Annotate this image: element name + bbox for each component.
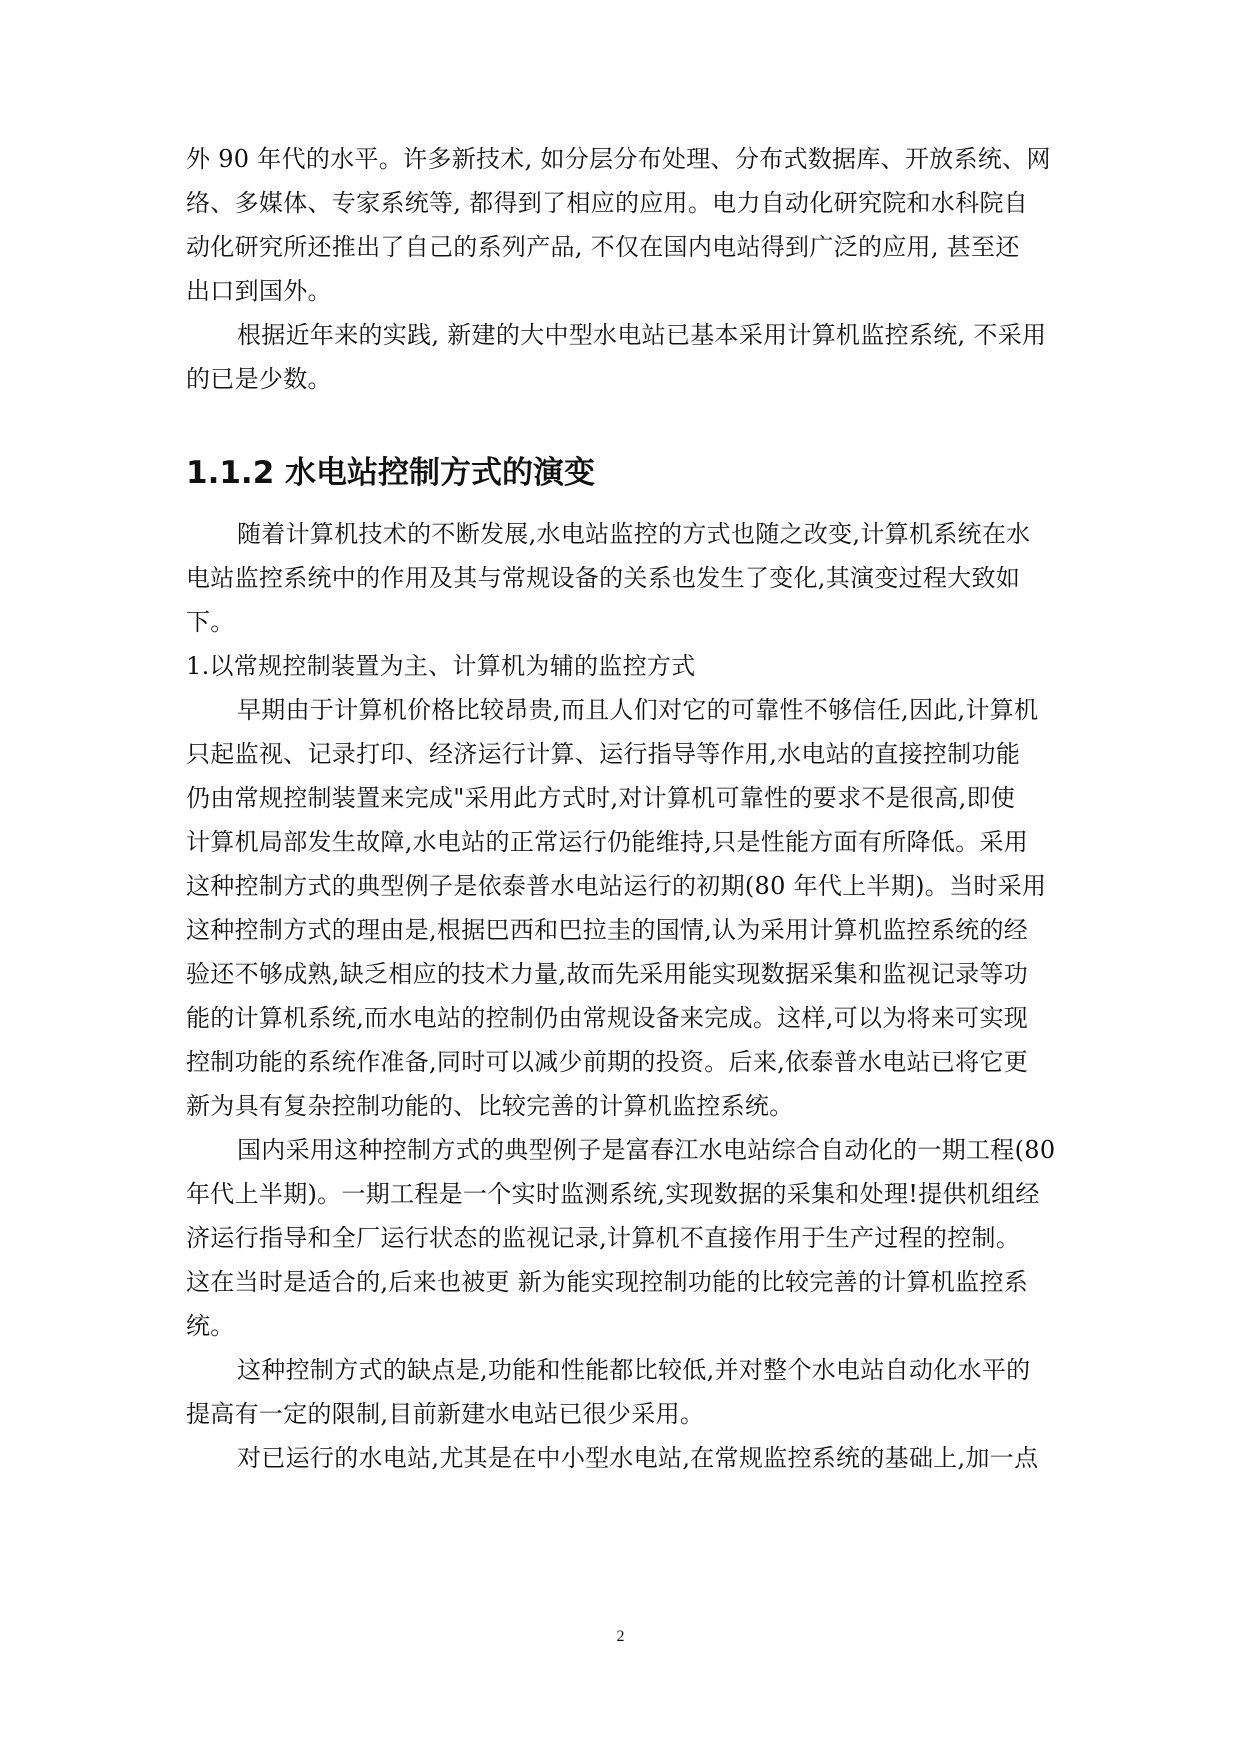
text-line: 络、多媒体、专家系统等, 都得到了相应的应用。电力自动化研究院和水科院自 bbox=[186, 189, 1029, 217]
text-line: 统。 bbox=[186, 1312, 235, 1340]
text-line: 这种控制方式的典型例子是依泰普水电站运行的初期(80 年代上半期)。当时采用 bbox=[186, 872, 1047, 900]
list-item-heading: 1.以常规控制装置为主、计算机为辅的监控方式 bbox=[186, 652, 696, 680]
text-line: 这种控制方式的理由是,根据巴西和巴拉圭的国情,认为采用计算机监控系统的经 bbox=[186, 916, 1029, 944]
text-line: 国内采用这种控制方式的典型例子是富春江水电站综合自动化的一期工程(80 bbox=[237, 1136, 1056, 1164]
text-line: 年代上半期)。一期工程是一个实时监测系统,实现数据的采集和处理!提供机组经 bbox=[186, 1180, 1040, 1208]
text-line: 能的计算机系统,而水电站的控制仍由常规设备来完成。这样,可以为将来可实现 bbox=[186, 1004, 1029, 1032]
text-line: 下。 bbox=[186, 608, 235, 636]
page-number: 2 bbox=[616, 1628, 625, 1645]
text-line: 新为具有复杂控制功能的、比较完善的计算机监控系统。 bbox=[186, 1092, 794, 1120]
text-line: 对已运行的水电站,尤其是在中小型水电站,在常规监控系统的基础上,加一点 bbox=[237, 1444, 1039, 1472]
text-line: 电站监控系统中的作用及其与常规设备的关系也发生了变化,其演变过程大致如 bbox=[186, 564, 1021, 592]
text-line: 的已是少数。 bbox=[186, 365, 332, 393]
text-line: 计算机局部发生故障,水电站的正常运行仍能维持,只是性能方面有所降低。采用 bbox=[186, 828, 1029, 856]
text-line: 出口到国外。 bbox=[186, 277, 332, 305]
text-line: 验还不够成熟,缺乏相应的技术力量,故而先采用能实现数据采集和监视记录等功 bbox=[186, 960, 1029, 988]
text-line: 早期由于计算机价格比较昂贵,而且人们对它的可靠性不够信任,因此,计算机 bbox=[237, 696, 1039, 724]
text-line: 提高有一定的限制,目前新建水电站已很少采用。 bbox=[186, 1400, 705, 1428]
text-line: 控制功能的系统作准备,同时可以减少前期的投资。后来,依泰普水电站已将它更 bbox=[186, 1048, 1029, 1076]
text-line: 外 90 年代的水平。许多新技术, 如分层分布处理、分布式数据库、开放系统、网 bbox=[186, 145, 1051, 173]
text-line: 随着计算机技术的不断发展,水电站监控的方式也随之改变,计算机系统在水 bbox=[237, 520, 1031, 548]
text-line: 只起监视、记录打印、经济运行计算、运行指导等作用,水电站的直接控制功能 bbox=[186, 740, 1021, 768]
text-line: 仍由常规控制装置来完成"采用此方式时,对计算机可靠性的要求不是很高,即使 bbox=[186, 784, 1016, 812]
text-line: 这在当时是适合的,后来也被更 新为能实现控制功能的比较完善的计算机监控系 bbox=[186, 1268, 1029, 1296]
text-line: 济运行指导和全厂运行状态的监视记录,计算机不直接作用于生产过程的控制。 bbox=[186, 1224, 1021, 1252]
text-line: 动化研究所还推出了自己的系列产品, 不仅在国内电站得到广泛的应用, 甚至还 bbox=[186, 233, 1020, 261]
text-line: 根据近年来的实践, 新建的大中型水电站已基本采用计算机监控系统, 不采用 bbox=[237, 321, 1047, 349]
text-line: 这种控制方式的缺点是,功能和性能都比较低,并对整个水电站自动化水平的 bbox=[237, 1356, 1031, 1384]
section-heading: 1.1.2 水电站控制方式的演变 bbox=[186, 455, 596, 491]
